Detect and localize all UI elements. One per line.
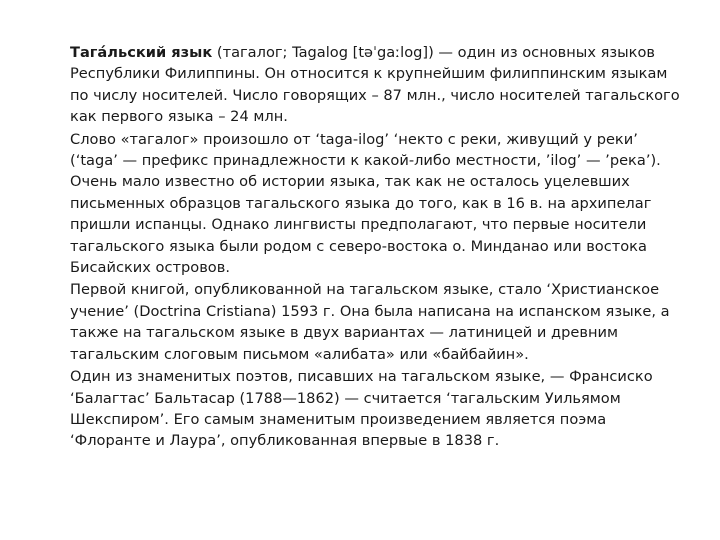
term-heading: Тагáльский язык (70, 44, 213, 61)
paragraph-first-book: Первой книгой, опубликованной на тагальском языке, стало ‘Христианское учение’ (Doctrina Cristiana) 1593 г. Она была написана на испанском языке, а также на тагальском языке в двух вариантах — латиницей и древним тагальским слоговым письмом «алибата» или «байбайин». (70, 281, 670, 363)
paragraph-text: (тагалог; Tagalog [təˈgaːlog]) — один из основных языков Республики Филиппины. Он относится к крупнейшим филиппинским языкам по числу носителей. Число говорящих – 87 млн., число носителей тагальского как первого языка – 24 млн. (70, 44, 680, 126)
paragraph-etymology: Слово «тагалог» произошло от ‘taga-ilog’ ‘некто с реки, живущий у реки’ (‘taga’ — префикс принадлежности к какой-либо местности, ’ilog’ — ’река’). Очень мало известно об истории языка, так как не осталось уцелевших письменных образцов тагальского языка до того, как в 16 в. на архипелаг пришли испанцы. Однако лингвисты предполагают, что первые носители тагальского языка были родом с северо-востока о. Минданао или востока Бисайских островов. (70, 130, 661, 277)
paragraph-poet: Один из знаменитых поэтов, писавших на тагальском языке, — Франсиско ‘Балагтас’ Бальтасар (1788—1862) — считается ‘тагальским Уильямом Шекспиром’. Его самым знаменитым произведением является поэма ‘Флоранте и Лаура’, опубликованная впервые в 1838 г. (70, 368, 653, 450)
paragraph-intro (70, 42, 690, 128)
